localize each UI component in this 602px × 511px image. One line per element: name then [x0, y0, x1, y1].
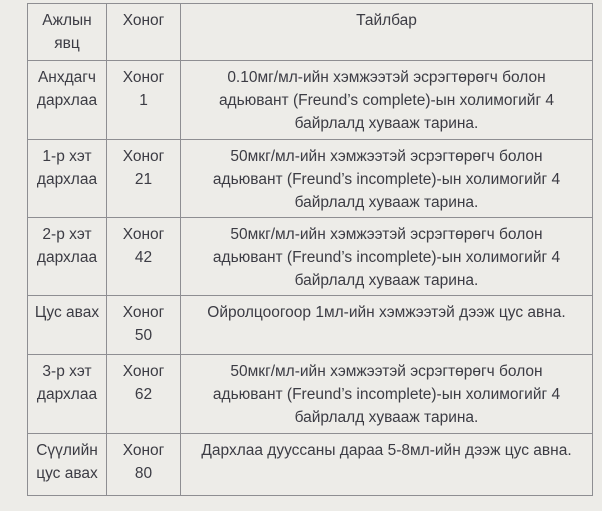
day-cell: Хоног 62 — [107, 355, 181, 434]
table-row — [28, 296, 593, 355]
table-header-row — [28, 4, 593, 61]
day-cell: Хоног 42 — [107, 218, 181, 296]
note-cell: 50мкг/мл-ийн хэмжээтэй эсрэгтөрөгч болон адьювант (Freund’s incomplete)-ын холимогийг 4 байрлалд хувааж тарина. — [181, 218, 593, 296]
stage-cell: 2-р хэт дархлаа — [28, 218, 107, 296]
day-cell: Хоног 1 — [107, 61, 181, 140]
header-note: Тайлбар — [181, 4, 593, 61]
table-row — [28, 61, 593, 140]
stage-cell: 1-р хэт дархлаа — [28, 140, 107, 218]
stage-cell: Анхдагч дархлаа — [28, 61, 107, 140]
note-cell: 50мкг/мл-ийн хэмжээтэй эсрэгтөрөгч болон адьювант (Freund’s incomplete)-ын холимогийг 4 байрлалд хувааж тарина. — [181, 355, 593, 434]
day-cell: Хоног 80 — [107, 434, 181, 496]
table-row — [28, 140, 593, 218]
note-cell: 0.10мг/мл-ийн хэмжээтэй эсрэгтөрөгч болон адьювант (Freund’s complete)-ын холимогийг 4 байрлалд хувааж тарина. — [181, 61, 593, 140]
header-day: Хоног — [107, 4, 181, 61]
note-cell: Дархлаа дууссаны дараа 5-8мл-ийн дээж цус авна. — [181, 434, 593, 496]
stage-cell: 3-р хэт дархлаа — [28, 355, 107, 434]
stage-cell: Сүүлийн цус авах — [28, 434, 107, 496]
stage-cell: Цус авах — [28, 296, 107, 355]
immunization-schedule-table — [27, 3, 593, 496]
note-cell: Ойролцоогоор 1мл-ийн хэмжээтэй дээж цус авна. — [181, 296, 593, 355]
table-row — [28, 355, 593, 434]
table-row — [28, 218, 593, 296]
day-cell: Хоног 50 — [107, 296, 181, 355]
header-stage: Ажлын явц — [28, 4, 107, 61]
note-cell: 50мкг/мл-ийн хэмжээтэй эсрэгтөрөгч болон адьювант (Freund’s incomplete)-ын холимогийг 4 байрлалд хувааж тарина. — [181, 140, 593, 218]
table-row — [28, 434, 593, 496]
day-cell: Хоног 21 — [107, 140, 181, 218]
